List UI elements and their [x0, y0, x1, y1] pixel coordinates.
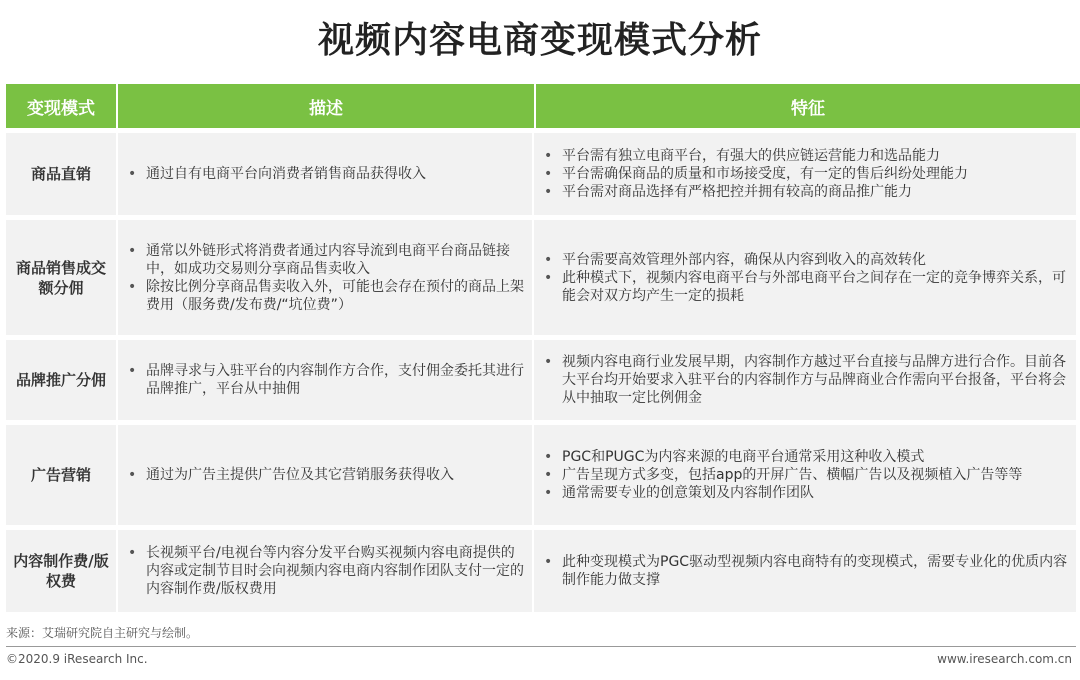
list-item [128, 466, 454, 484]
list-item-text: 视频内容电商行业发展早期，内容制作方越过平台直接与品牌方进行合作。目前各大平台均开始要求入驻平台的内容制作方与品牌商业合作需向平台报备，平台将会从中抽取一定比例佣金 [562, 354, 1066, 406]
bullet-icon: • [128, 242, 137, 259]
list-item [544, 484, 1022, 502]
list-item [544, 353, 1068, 407]
list-item-text: 平台需要高效管理外部内容，确保从内容到收入的高效转化 [562, 251, 926, 268]
table-row [6, 133, 1076, 215]
list-item [544, 269, 1068, 305]
list-item [544, 165, 968, 183]
list-item [544, 553, 1068, 589]
table-row [6, 220, 1076, 335]
mode-cell: 内容制作费/版权费 [13, 552, 109, 590]
bullet-icon: • [544, 166, 553, 182]
table-row [6, 340, 1076, 420]
list-item [128, 242, 524, 278]
table-header [6, 84, 1076, 128]
mode-cell: 广告营销 [30, 466, 91, 484]
list-item-text: 广告呈现方式多变，包括app的开屏广告、横幅广告以及视频植入广告等等 [562, 467, 1023, 483]
description-cell [116, 220, 532, 335]
features-cell [532, 340, 1076, 420]
footer-divider [6, 646, 1076, 647]
list-item-text: 平台需对商品选择有严格把控并拥有较高的商品推广能力 [562, 184, 912, 200]
bullet-icon: • [128, 278, 137, 295]
bullet-icon: • [544, 148, 553, 164]
list-item-text: 平台需确保商品的质量和市场接受度，有一定的售后纠纷处理能力 [562, 166, 968, 182]
list-item-text: 除按比例分享商品售卖收入外，可能也会存在预付的商品上架费用（服务费/发布费/“坑位费”） [146, 278, 524, 313]
bullet-icon: • [128, 363, 137, 379]
list-item [128, 362, 524, 398]
list-item-text: 通常需要专业的创意策划及内容制作团队 [562, 485, 814, 501]
description-cell [116, 340, 532, 420]
mode-cell: 商品直销 [30, 165, 91, 183]
bullet-icon: • [544, 467, 553, 483]
bullet-icon: • [128, 166, 137, 182]
description-cell [116, 425, 532, 525]
header-description: 描述 [118, 84, 536, 128]
features-cell [532, 133, 1076, 215]
list-item [544, 183, 968, 201]
list-item-text: 品牌寻求与入驻平台的内容制作方合作，支付佣金委托其进行品牌推广，平台从中抽佣 [146, 363, 524, 397]
list-item [128, 165, 426, 183]
description-cell [116, 133, 532, 215]
table-row [6, 425, 1076, 525]
list-item [544, 147, 968, 165]
mode-cell: 商品销售成交额分佣 [15, 258, 106, 297]
bullet-icon: • [544, 269, 553, 286]
bullet-icon: • [544, 354, 553, 370]
list-item-text: PGC和PUGC为内容来源的电商平台通常采用这种收入模式 [562, 449, 925, 465]
bullet-icon: • [544, 485, 553, 501]
monetization-table [6, 84, 1076, 612]
bullet-icon: • [128, 467, 137, 483]
list-item-text: 通过自有电商平台向消费者销售商品获得收入 [146, 166, 426, 182]
bullet-icon: • [544, 554, 553, 570]
list-item-text: 平台需有独立电商平台，有强大的供应链运营能力和选品能力 [562, 148, 940, 164]
list-item [544, 448, 1022, 466]
features-cell [532, 425, 1076, 525]
list-item-text: 通过为广告主提供广告位及其它营销服务获得收入 [146, 467, 454, 483]
table-row [6, 530, 1076, 612]
bullet-icon: • [544, 184, 553, 200]
list-item-text: 此种变现模式为PGC驱动型视频内容电商特有的变现模式，需要专业化的优质内容制作能力做支撑 [562, 554, 1068, 588]
header-mode: 变现模式 [6, 84, 118, 128]
description-cell [116, 530, 532, 612]
page-title: 视频内容电商变现模式分析 [317, 20, 762, 61]
bullet-icon: • [128, 545, 137, 561]
header-features: 特征 [536, 84, 1080, 128]
list-item-text: 通常以外链形式将消费者通过内容导流到电商平台商品链接中，如成功交易则分享商品售卖收入 [146, 242, 510, 277]
list-item [544, 466, 1022, 484]
list-item [544, 251, 1068, 269]
list-item [128, 544, 524, 598]
features-cell [532, 220, 1076, 335]
website-link[interactable]: www.iresearch.com.cn [937, 652, 1072, 666]
list-item [128, 278, 524, 314]
list-item-text: 此种模式下，视频内容电商平台与外部电商平台之间存在一定的竞争博弈关系，可能会对双方均产生一定的损耗 [562, 269, 1066, 304]
bullet-icon: • [544, 251, 553, 268]
list-item-text: 长视频平台/电视台等内容分发平台购买视频内容电商提供的内容或定制节目时会向视频内容电商内容制作团队支付一定的内容制作费/版权费用 [146, 545, 524, 597]
bullet-icon: • [544, 449, 553, 465]
copyright-text: ©2020.9 iResearch Inc. [6, 652, 148, 666]
mode-cell: 品牌推广分佣 [15, 371, 106, 389]
features-cell [532, 530, 1076, 612]
source-note: 来源：艾瑞研究院自主研究与绘制。 [6, 626, 199, 640]
